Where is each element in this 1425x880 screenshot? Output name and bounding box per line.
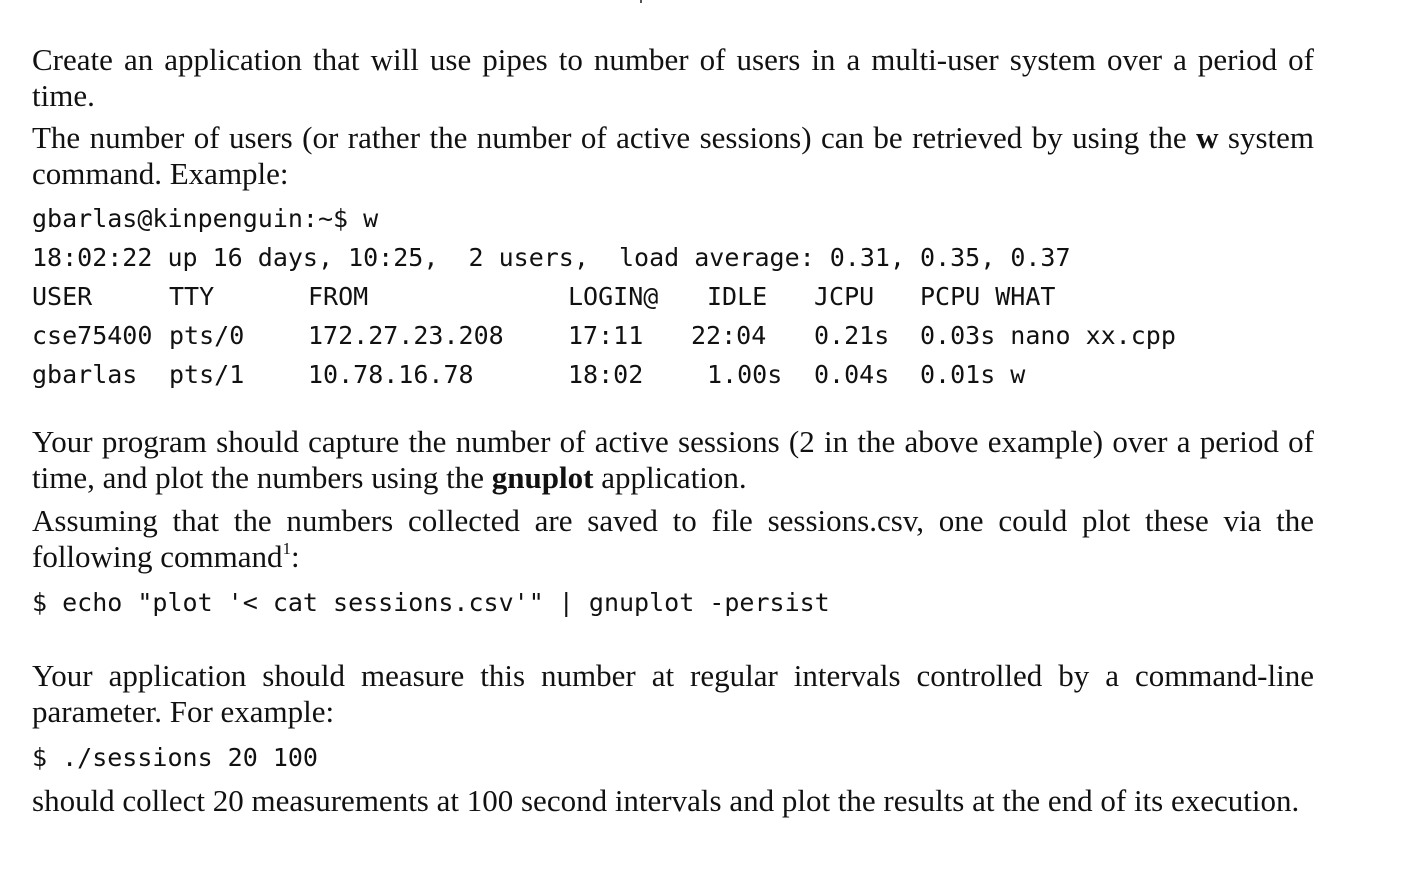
header-jcpu: JCPU (814, 282, 875, 311)
page-edge-mark (640, 0, 642, 3)
intro-paragraph: Create an application that will use pipes to number of users in a multi-user system over a period of time. (32, 42, 1314, 113)
cell-tty: pts/1 (169, 360, 245, 389)
prompt-line: gbarlas@kinpenguin:~$ w (32, 204, 379, 233)
gnuplot-bold: gnuplot (491, 460, 594, 495)
header-login: LOGIN@ (568, 282, 659, 311)
table-row (32, 360, 1232, 390)
header-pcpu-what: PCPU WHAT (920, 282, 1056, 311)
csv-paragraph-end: : (291, 539, 300, 574)
interval-paragraph: Your application should measure this number at regular intervals controlled by a command-line parameter. For example: (32, 658, 1314, 729)
cell-login: 18:02 (568, 360, 644, 389)
cell-from: 10.78.16.78 (308, 360, 474, 389)
cell-jcpu: 0.04s (814, 360, 890, 389)
uptime-line: 18:02:22 up 16 days, 10:25, 2 users, load average: 0.31, 0.35, 0.37 (32, 243, 1071, 272)
table-row (32, 321, 1232, 351)
w-command-bold: w (1196, 120, 1219, 155)
cell-from: 172.27.23.208 (308, 321, 504, 350)
cell-login: 17:11 (568, 321, 644, 350)
measurement-paragraph: should collect 20 measurements at 100 second intervals and plot the results at the end of its execution. (32, 783, 1300, 818)
cell-idle: 22:04 (691, 321, 767, 350)
sessions-command: $ ./sessions 20 100 (32, 743, 318, 772)
csv-paragraph (32, 503, 1314, 575)
gnuplot-paragraph-text-after: application. (593, 460, 747, 495)
cell-idle: 1.00s (707, 360, 783, 389)
header-idle: IDLE (707, 282, 768, 311)
header-user: USER (32, 282, 93, 311)
cell-pcpu-what: 0.03s nano xx.cpp (920, 321, 1176, 350)
csv-paragraph-text: Assuming that the numbers collected are saved to file sessions.csv, one could plot these via the following command (32, 503, 1314, 574)
w-header-row (32, 282, 1232, 312)
header-from: FROM (308, 282, 369, 311)
gnuplot-command: $ echo "plot '< cat sessions.csv'" | gnuplot -persist (32, 588, 830, 617)
cell-tty: pts/0 (169, 321, 245, 350)
cell-jcpu: 0.21s (814, 321, 890, 350)
gnuplot-paragraph (32, 424, 1314, 496)
header-tty: TTY (169, 282, 215, 311)
gnuplot-paragraph-text-before: Your program should capture the number of active sessions (2 in the above example) over a period of time, and plot the numbers using the (32, 424, 1314, 495)
w-paragraph-text-after: system command. Example: (32, 120, 1315, 191)
cell-user: cse75400 (32, 321, 153, 350)
w-output-table (32, 282, 1232, 402)
footnote-marker: 1 (282, 538, 292, 558)
cell-pcpu-what: 0.01s w (920, 360, 1026, 389)
cell-user: gbarlas (32, 360, 138, 389)
w-paragraph-text-before: The number of users (or rather the number of active sessions) can be retrieved by using the (32, 120, 1197, 155)
w-command-paragraph (32, 120, 1314, 192)
